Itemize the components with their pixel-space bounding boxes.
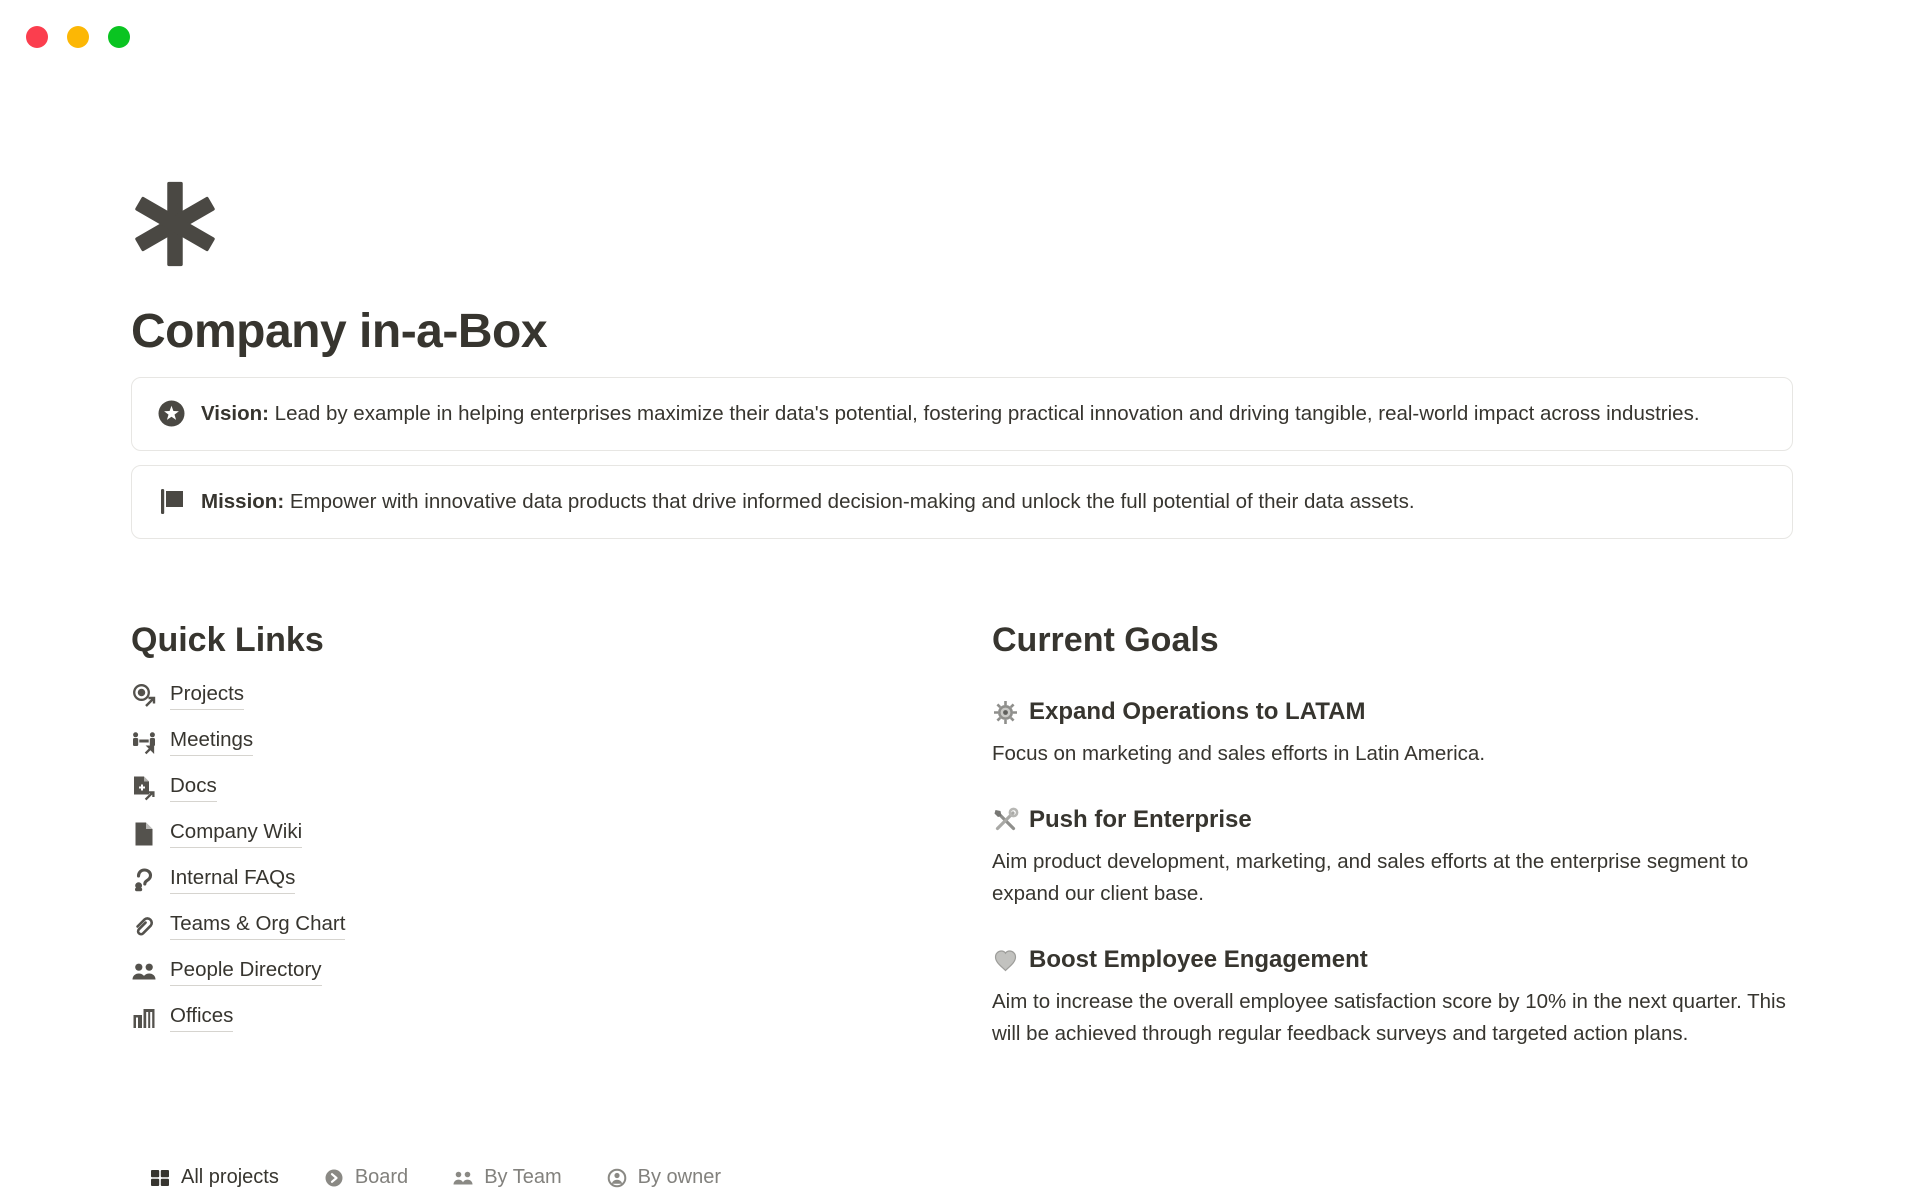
tab-label: By Team [484,1166,562,1188]
tab-by-team[interactable] [452,1166,561,1189]
tab-label: Board [354,1166,409,1188]
document-add-arrow-icon [131,775,157,801]
meetings-link[interactable]: Meetings [170,728,253,756]
offices-link[interactable]: Offices [170,1004,233,1032]
link-row-company-wiki [131,811,992,857]
quick-links-heading: Quick Links [131,620,324,659]
notion-window [0,181,1920,1188]
docs-link[interactable]: Docs [170,774,217,802]
meeting-arrow-icon [131,729,157,755]
projects-link[interactable]: Projects [170,682,244,710]
people-icon [131,959,157,985]
vision-callout [131,377,1793,451]
tab-label: By owner [637,1166,722,1188]
link-row-teams-org-chart [131,903,992,949]
target-arrow-icon [131,683,157,709]
page-title[interactable]: Company in-a-Box [131,305,548,358]
board-view-icon [323,1167,345,1189]
goal-title-text[interactable]: Boost Employee Engagement [1029,946,1368,974]
gear-emoji-icon [992,699,1019,726]
link-row-internal-faqs [131,857,992,903]
page-icon [131,821,157,847]
window-controls [26,26,130,48]
close-window-button[interactable] [26,26,48,48]
vision-body: Lead by example in helping enterprises maximize their data's potential, fostering practical innovation and driving tangible, real-world impact across industries. [268,401,1700,425]
mission-label: Mission: [201,489,285,513]
hammer-and-wrench-emoji-icon [992,807,1019,834]
table-view-icon [149,1167,171,1189]
minimize-window-button[interactable] [67,26,89,48]
tab-label: All projects [181,1166,279,1188]
goal-description: Focus on marketing and sales efforts in Latin America. [992,742,1486,766]
link-row-people-directory [131,949,992,995]
quick-links-section [131,619,992,1051]
vision-text [201,398,1700,430]
company-wiki-link[interactable]: Company Wiki [170,820,302,848]
internal-faqs-link[interactable]: Internal FAQs [170,866,295,894]
white-heart-emoji-icon [992,947,1019,974]
mission-text [201,486,1415,518]
link-row-offices [131,995,992,1041]
mission-body: Empower with innovative data products that drive informed decision-making and unlock the full potential of their data assets. [284,489,1415,513]
tab-board[interactable] [323,1166,408,1189]
goal-expand-latam [992,696,1793,770]
database-view-tabs [149,1166,721,1189]
page-content [131,181,1793,1050]
star-circle-icon [158,400,185,427]
team-view-icon [452,1167,474,1189]
goal-title-text[interactable]: Push for Enterprise [1029,806,1252,834]
current-goals-heading: Current Goals [992,620,1219,659]
link-row-meetings [131,719,992,765]
zoom-window-button[interactable] [108,26,130,48]
goal-title-text[interactable]: Expand Operations to LATAM [1029,698,1366,726]
two-column-layout [131,619,1793,1051]
person-question-icon [131,867,157,893]
mission-callout [131,465,1793,539]
link-row-docs [131,765,992,811]
people-directory-link[interactable]: People Directory [170,958,322,986]
flag-icon [158,488,185,515]
goal-boost-engagement [992,944,1793,1050]
quick-links-list [131,673,992,1041]
teams-org-chart-link[interactable]: Teams & Org Chart [170,912,345,940]
link-row-projects [131,673,992,719]
paperclip-icon [131,913,157,939]
vision-label: Vision: [201,401,269,425]
goal-description: Aim product development, marketing, and sales efforts at the enterprise segment to expand our client base. [992,850,1749,906]
tab-by-owner[interactable] [606,1166,721,1189]
owner-view-icon [606,1167,628,1189]
current-goals-section [992,619,1793,1051]
tab-all-projects[interactable] [149,1166,279,1189]
goal-description: Aim to increase the overall employee satisfaction score by 10% in the next quarter. This will be achieved through regular feedback surveys and targeted action plans. [992,990,1786,1046]
building-icon [131,1005,157,1031]
asterisk-icon[interactable] [131,181,219,267]
goal-push-enterprise [992,804,1793,910]
